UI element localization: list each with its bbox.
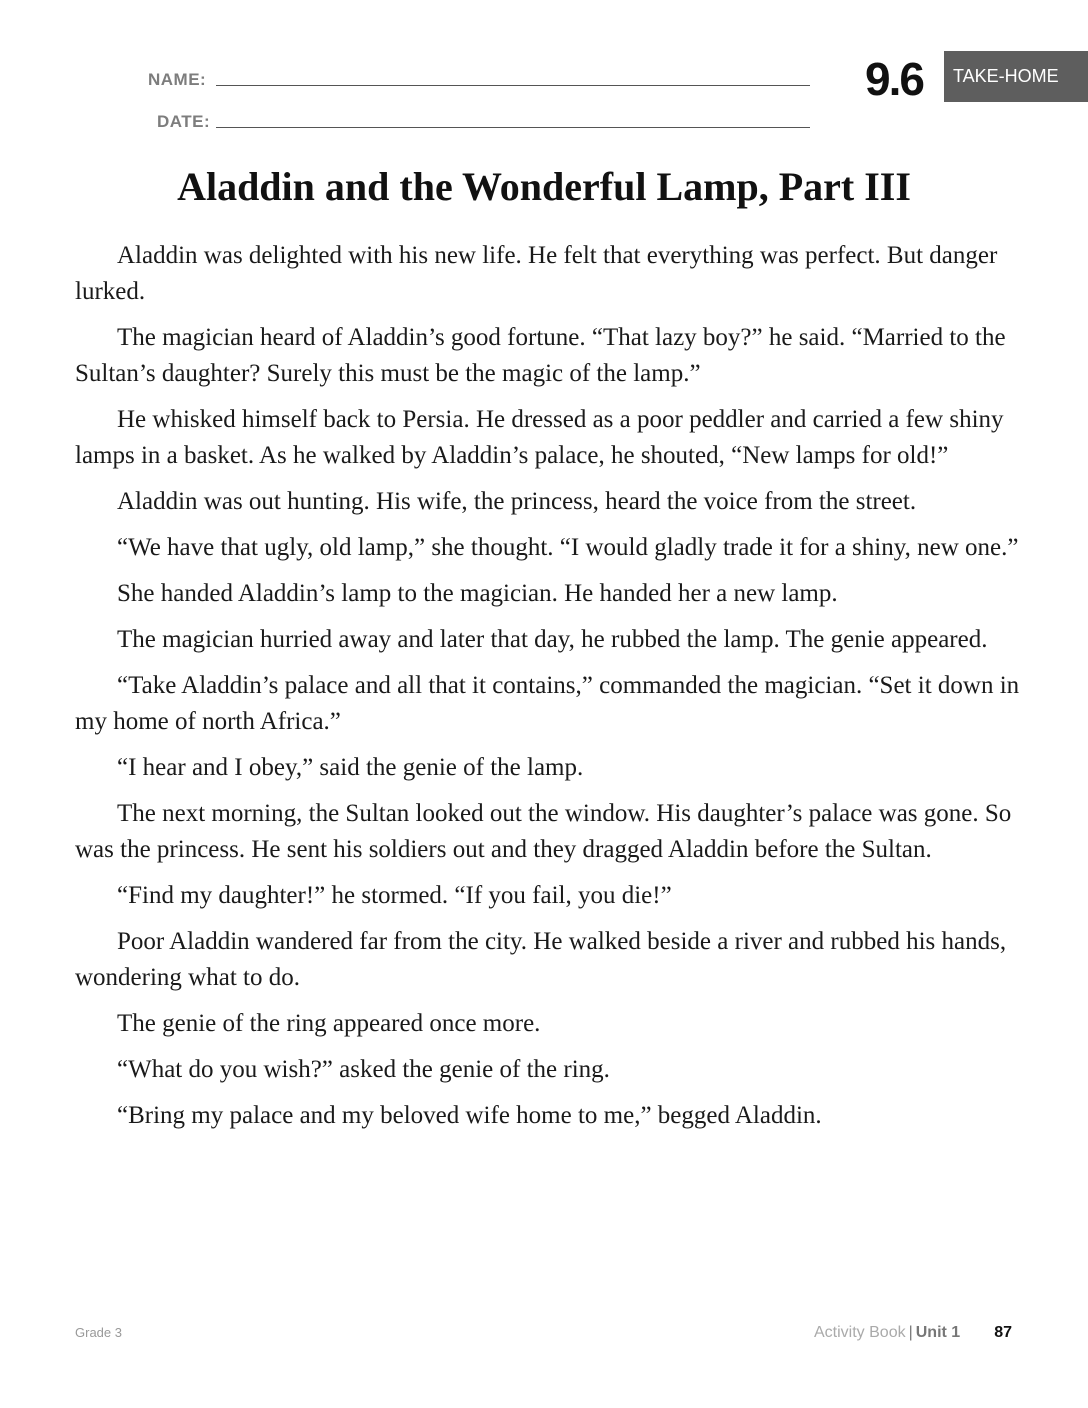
paragraph: “Bring my palace and my beloved wife home to me,” begged Aladdin. [117, 1102, 822, 1129]
paragraph: “I hear and I obey,” said the genie of the lamp. [117, 754, 584, 781]
story-title: Aladdin and the Wonderful Lamp, Part III [177, 164, 911, 209]
paragraph: He whisked himself back to Persia. He dressed as a poor peddler and carried a few shiny lamps in a basket. As he walked by Aladdin’s palace, he shouted, “New lamps for old!” [75, 406, 1004, 469]
paragraph: Poor Aladdin wandered far from the city. He walked beside a river and rubbed his hands, wondering what to do. [75, 928, 1007, 991]
footer-separator: | [908, 1324, 913, 1341]
story-body [75, 238, 1020, 1144]
lesson-number: 9.6 [865, 53, 923, 105]
footer-book-info [814, 1324, 1012, 1342]
date-field-line[interactable] [216, 127, 810, 128]
name-label: NAME: [148, 70, 207, 89]
paragraph: “Take Aladdin’s palace and all that it contains,” commanded the magician. “Set it down in my home of north Africa.” [75, 672, 1020, 735]
page-number: 87 [994, 1324, 1012, 1341]
footer-book-title: Activity Book [814, 1324, 906, 1341]
name-field-line[interactable] [216, 85, 810, 86]
footer-grade: Grade 3 [75, 1325, 122, 1340]
paragraph: The next morning, the Sultan looked out the window. His daughter’s palace was gone. So was the princess. He sent his soldiers out and they dragged Aladdin before the Sultan. [75, 800, 1012, 863]
date-label: DATE: [157, 112, 211, 131]
paragraph: The magician hurried away and later that day, he rubbed the lamp. The genie appeared. [117, 626, 988, 653]
take-home-badge: TAKE-HOME [944, 51, 1088, 102]
paragraph: “What do you wish?” asked the genie of the ring. [117, 1056, 610, 1083]
paragraph: Aladdin was delighted with his new life. He felt that everything was perfect. But danger lurked. [75, 242, 998, 305]
paragraph: She handed Aladdin’s lamp to the magician. He handed her a new lamp. [117, 580, 838, 607]
paragraph: The magician heard of Aladdin’s good fortune. “That lazy boy?” he said. “Married to the Sultan’s daughter? Surely this must be the magic of the lamp.” [75, 324, 1006, 387]
paragraph: Aladdin was out hunting. His wife, the princess, heard the voice from the street. [117, 488, 917, 515]
paragraph: “We have that ugly, old lamp,” she thought. “I would gladly trade it for a shiny, new one.” [117, 534, 1019, 561]
footer-unit: Unit 1 [915, 1324, 961, 1341]
paragraph: The genie of the ring appeared once more. [117, 1010, 541, 1037]
paragraph: “Find my daughter!” he stormed. “If you fail, you die!” [117, 882, 672, 909]
